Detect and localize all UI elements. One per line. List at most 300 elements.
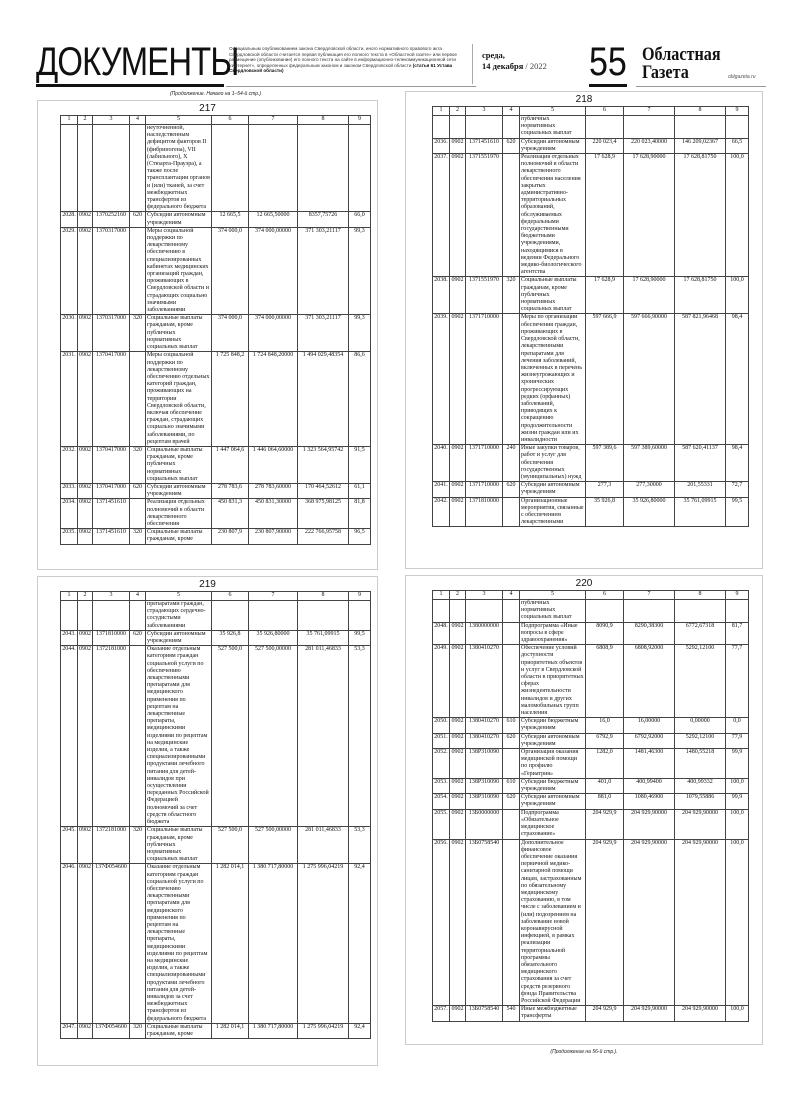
row-number: 2035. <box>61 529 78 544</box>
column-header: 2 <box>78 592 93 601</box>
target-code: 1371710000 <box>466 314 503 445</box>
section-code <box>450 600 466 623</box>
executed-amount <box>298 125 349 212</box>
description: Иные межбюджетные трансферты <box>520 1006 586 1021</box>
column-header: 4 <box>130 116 146 125</box>
expense-type: 620 <box>130 212 146 227</box>
target-code: 1370317000 <box>93 315 130 352</box>
description: Субсидии автономным учреждениям <box>146 212 212 227</box>
legal-ref: (статья 61 Устава Свердловской области) <box>229 62 453 74</box>
column-header: 7 <box>624 591 675 600</box>
executed-amount: 170 464,52612 <box>298 483 349 498</box>
execution-percent: 100,0 <box>726 154 749 277</box>
refined-amount <box>249 125 298 212</box>
table-row <box>433 116 749 139</box>
executed-amount: 204 929,90000 <box>675 839 726 1006</box>
newspaper-logo <box>642 46 721 82</box>
column-header: 5 <box>520 591 586 600</box>
expense-type <box>130 864 146 1023</box>
target-code: 138P310090 <box>466 749 503 779</box>
target-code: 138P310090 <box>466 794 503 809</box>
table-row <box>433 482 749 497</box>
refined-amount: 527 500,00000 <box>249 646 298 827</box>
expense-type: 620 <box>503 138 520 153</box>
column-header: 6 <box>212 592 249 601</box>
section-code: 0902 <box>450 809 466 839</box>
section-code: 0902 <box>450 749 466 779</box>
execution-percent: 100,0 <box>726 277 749 314</box>
execution-percent <box>726 600 749 623</box>
section-code: 0902 <box>78 827 93 864</box>
table-panel-218 <box>405 91 763 569</box>
target-code: 1370252160 <box>93 212 130 227</box>
execution-percent: 100,0 <box>726 839 749 1006</box>
execution-percent: 53,3 <box>349 827 371 864</box>
row-number: 2040. <box>433 445 450 482</box>
description: публичных нормативных социальных выплат <box>520 116 586 139</box>
refined-amount: 12 665,50000 <box>249 212 298 227</box>
executed-amount: 6772,67318 <box>675 622 726 645</box>
description: Меры социальной поддержки по лекарственному обеспечению отдельных категорий граждан, проживающих на территории Свердловской области, включая обеспечение граждан, страдающих социально значимыми заболеваниями, по рецептам врачей <box>146 352 212 447</box>
executed-amount: 35 761,09915 <box>298 630 349 645</box>
approved-amount: 6792,9 <box>586 733 624 748</box>
executed-amount: 222 766,95758 <box>298 529 349 544</box>
date: 14 декабря <box>482 61 524 71</box>
description: Социальные выплаты гражданам, кроме публичных нормативных социальных выплат <box>146 446 212 483</box>
target-code: 1371810000 <box>466 497 503 527</box>
column-header: 2 <box>450 591 466 600</box>
column-header: 6 <box>586 591 624 600</box>
target-code: 1372181000 <box>93 646 130 827</box>
section-code: 0902 <box>78 315 93 352</box>
description: Субсидии автономным учреждениям <box>520 482 586 497</box>
table-row <box>433 497 749 527</box>
execution-percent: 72,7 <box>726 482 749 497</box>
row-number: 2047. <box>61 1023 78 1038</box>
target-code: 1371810000 <box>93 630 130 645</box>
refined-amount: 450 831,30000 <box>249 499 298 529</box>
column-header: 8 <box>675 107 726 116</box>
column-header: 8 <box>298 592 349 601</box>
expense-type: 540 <box>503 1006 520 1021</box>
target-code: 1371451610 <box>93 499 130 529</box>
expense-type <box>503 809 520 839</box>
row-number: 2054. <box>433 794 450 809</box>
table-row <box>61 529 371 544</box>
column-header: 6 <box>212 116 249 125</box>
refined-amount: 6792,92000 <box>624 733 675 748</box>
row-number: 2036. <box>433 138 450 153</box>
column-header: 8 <box>298 116 349 125</box>
refined-amount: 8290,38300 <box>624 622 675 645</box>
refined-amount: 1 380 717,80000 <box>249 1023 298 1038</box>
table-title: 219 <box>199 579 216 590</box>
executed-amount: 0,00000 <box>675 718 726 733</box>
target-code: 1371710000 <box>466 482 503 497</box>
expense-type: 610 <box>503 778 520 793</box>
execution-percent: 99,5 <box>726 497 749 527</box>
table-row <box>61 315 371 352</box>
section-code: 0902 <box>450 718 466 733</box>
row-number: 2044. <box>61 646 78 827</box>
executed-amount: 201,55331 <box>675 482 726 497</box>
table-row <box>61 125 371 212</box>
table-row <box>433 794 749 809</box>
column-header: 4 <box>503 591 520 600</box>
row-number: 2050. <box>433 718 450 733</box>
approved-amount: 204 929,9 <box>586 809 624 839</box>
description: Социальные выплаты гражданам, кроме публичных нормативных социальных выплат <box>146 827 212 864</box>
row-number: 2031. <box>61 352 78 447</box>
section-code: 0902 <box>450 154 466 277</box>
approved-amount <box>586 600 624 623</box>
target-code: 1371551970 <box>466 277 503 314</box>
executed-amount: 1 323 564,95742 <box>298 446 349 483</box>
approved-amount <box>586 116 624 139</box>
executed-amount: 400,99332 <box>675 778 726 793</box>
column-header: 4 <box>503 107 520 116</box>
table-panel-217 <box>37 100 378 570</box>
table-row <box>61 212 371 227</box>
target-code <box>93 601 130 631</box>
row-number <box>433 600 450 623</box>
execution-percent: 81,7 <box>726 622 749 645</box>
target-code: 1372181000 <box>93 827 130 864</box>
refined-amount: 204 929,90000 <box>624 809 675 839</box>
column-header: 3 <box>93 592 130 601</box>
section-code: 0902 <box>450 645 466 718</box>
approved-amount: 597 389,6 <box>586 445 624 482</box>
section-code: 0902 <box>78 483 93 498</box>
description: Субсидии автономным учреждениям <box>146 483 212 498</box>
execution-percent: 53,3 <box>349 646 371 827</box>
approved-amount: 1 282 014,1 <box>212 864 249 1023</box>
site-url: oblgazeta.ru <box>728 74 756 80</box>
expense-type <box>503 497 520 527</box>
refined-amount: 277,30000 <box>624 482 675 497</box>
executed-amount: 1480,55218 <box>675 749 726 779</box>
executed-amount: 1 275 996,04219 <box>298 864 349 1023</box>
expense-type <box>503 314 520 445</box>
execution-percent: 91,5 <box>349 446 371 483</box>
row-number: 2039. <box>433 314 450 445</box>
row-number: 2046. <box>61 864 78 1023</box>
executed-amount: 5292,12100 <box>675 645 726 718</box>
issue-date <box>482 50 547 72</box>
table-row <box>61 601 371 631</box>
approved-amount: 17 628,9 <box>586 277 624 314</box>
execution-percent: 99,3 <box>349 315 371 352</box>
column-header: 1 <box>61 592 78 601</box>
table-title: 218 <box>575 94 593 105</box>
refined-amount: 35 926,80000 <box>249 630 298 645</box>
description: Социальные выплаты гражданам, кроме публичных нормативных социальных выплат <box>146 315 212 352</box>
approved-amount: 277,3 <box>586 482 624 497</box>
target-code: 13Б0758540 <box>466 839 503 1006</box>
approved-amount: 6808,9 <box>586 645 624 718</box>
row-number: 2052. <box>433 749 450 779</box>
approved-amount: 12 665,5 <box>212 212 249 227</box>
target-code: 1371451610 <box>466 138 503 153</box>
refined-amount: 1 724 848,20000 <box>249 352 298 447</box>
approved-amount: 230 807,9 <box>212 529 249 544</box>
section-code: 0902 <box>450 497 466 527</box>
section-code: 0902 <box>450 314 466 445</box>
header-row <box>61 592 371 601</box>
approved-amount: 17 628,9 <box>586 154 624 277</box>
masthead <box>36 40 766 90</box>
executed-amount: 1079,55886 <box>675 794 726 809</box>
expense-type <box>130 499 146 529</box>
target-code <box>466 116 503 139</box>
column-header: 3 <box>466 107 503 116</box>
approved-amount: 1 447 064,6 <box>212 446 249 483</box>
expense-type: 320 <box>130 827 146 864</box>
expense-type <box>503 154 520 277</box>
refined-amount: 278 783,60000 <box>249 483 298 498</box>
approved-amount: 8090,9 <box>586 622 624 645</box>
right-column <box>405 91 763 1056</box>
column-header: 7 <box>249 116 298 125</box>
target-code: 1371551970 <box>466 154 503 277</box>
section-code: 0902 <box>78 1023 93 1038</box>
table-row <box>61 827 371 864</box>
table-row <box>433 622 749 645</box>
refined-amount: 597 389,60000 <box>624 445 675 482</box>
refined-amount: 230 807,90000 <box>249 529 298 544</box>
target-code: 1370417000 <box>93 446 130 483</box>
execution-percent: 98,4 <box>726 314 749 445</box>
executed-amount <box>675 600 726 623</box>
refined-amount: 400,99400 <box>624 778 675 793</box>
weekday: среда, <box>482 50 505 60</box>
approved-amount: 1 725 848,2 <box>212 352 249 447</box>
title-underline <box>36 84 224 87</box>
approved-amount: 527 500,0 <box>212 827 249 864</box>
row-number: 2048. <box>433 622 450 645</box>
target-code: 137Ф054600 <box>93 1023 130 1038</box>
execution-percent: 92,4 <box>349 864 371 1023</box>
column-header: 7 <box>249 592 298 601</box>
column-header: 4 <box>130 592 146 601</box>
approved-amount: 374 000,0 <box>212 227 249 314</box>
executed-amount: 371 303,21117 <box>298 227 349 314</box>
column-header: 9 <box>726 107 749 116</box>
executed-amount: 281 011,46833 <box>298 827 349 864</box>
divider <box>226 86 476 87</box>
execution-percent: 77,9 <box>726 733 749 748</box>
approved-amount: 527 500,0 <box>212 646 249 827</box>
description: Субсидии автономным учреждениям <box>520 138 586 153</box>
executed-amount <box>298 601 349 631</box>
executed-amount: 5292,12100 <box>675 733 726 748</box>
description: Обеспечение условий доступности приоритетных объектов и услуг в Свердловской области в приоритетных сферах жизнедеятельности инвалидов и других маломобильных групп населения <box>521 645 584 717</box>
column-header: 5 <box>146 116 212 125</box>
expense-type: 320 <box>503 277 520 314</box>
description: Социальные выплаты гражданам, кроме <box>146 1023 212 1038</box>
row-number: 2057. <box>433 1006 450 1021</box>
section-code <box>78 601 93 631</box>
refined-amount: 527 500,00000 <box>249 827 298 864</box>
column-header: 1 <box>61 116 78 125</box>
execution-percent: 81,8 <box>349 499 371 529</box>
description: Оказание отдельным категориям граждан социальной услуги по обеспечению лекарственными препаратами для медицинского применения по рецептам на лекарственные препараты, медицинскими изделиями по рецептам на медицинские изделия, а также специализированными продуктами лечебного питания для детей-инвалидов за счет межбюджетных трансфертов из федерального бюджета <box>146 864 212 1023</box>
expense-type: 610 <box>503 718 520 733</box>
column-header: 7 <box>624 107 675 116</box>
refined-amount: 374 000,00000 <box>249 315 298 352</box>
expense-type <box>503 839 520 1006</box>
refined-amount: 1481,46300 <box>624 749 675 779</box>
refined-amount: 35 926,80000 <box>624 497 675 527</box>
approved-amount: 881,0 <box>586 794 624 809</box>
legal-note-text: Официальным опубликованием закона Свердловской области, иного нормативного правового акта Свердловской области считается первая публикация его полного текста в «Областной газете» или первое размещение (опубликование) его полного текста на сайте в информационно-телекоммуникационной сети «Интернет», определенных федеральным законом и законом Свердловской области <box>229 46 457 68</box>
row-number: 2055. <box>433 809 450 839</box>
approved-amount: 204 929,9 <box>586 1006 624 1021</box>
approved-amount: 35 926,8 <box>212 630 249 645</box>
expense-type: 320 <box>130 529 146 544</box>
description: Меры социальной поддержки по лекарственному обеспечению в специализированных кабинетах медицинских организаций граждан, проживающих в Свердловской области и страдающих социально значимыми заболеваниями <box>146 227 212 314</box>
year: / 2022 <box>525 61 547 71</box>
executed-amount: 281 011,46833 <box>298 646 349 827</box>
table-row <box>61 630 371 645</box>
execution-percent <box>349 125 371 212</box>
row-number: 2030. <box>61 315 78 352</box>
description: препаратами граждан, страдающих сердечно-сосудистыми заболеваниями <box>146 601 212 631</box>
expense-type: 620 <box>130 483 146 498</box>
target-code: 13Б0758540 <box>466 1006 503 1021</box>
section-code: 0902 <box>450 794 466 809</box>
expense-type: 320 <box>130 446 146 483</box>
description: публичных нормативных социальных выплат <box>520 600 586 623</box>
approved-amount: 35 926,8 <box>586 497 624 527</box>
row-number: 2028. <box>61 212 78 227</box>
expense-type: 240 <box>503 445 520 482</box>
table-row <box>61 227 371 314</box>
expense-type <box>130 352 146 447</box>
expense-type <box>503 749 520 779</box>
approved-amount: 374 000,0 <box>212 315 249 352</box>
expense-type: 620 <box>503 733 520 748</box>
executed-amount: 587 620,41137 <box>675 445 726 482</box>
continued-from-note: (Продолжение. Начало на 1–54-й стр.) <box>170 91 262 97</box>
description: Подпрограмма «Иные вопросы в сфере здравоохранения» <box>520 622 586 645</box>
left-column <box>37 100 378 1066</box>
target-code: 1370417000 <box>93 483 130 498</box>
section-code: 0902 <box>78 499 93 529</box>
row-number: 2037. <box>433 154 450 277</box>
approved-amount <box>212 601 249 631</box>
row-number: 2032. <box>61 446 78 483</box>
table-row <box>433 718 749 733</box>
target-code: 1371451610 <box>93 529 130 544</box>
section-code: 0902 <box>78 352 93 447</box>
budget-table <box>60 115 371 545</box>
execution-percent: 99,3 <box>349 227 371 314</box>
expense-type <box>130 227 146 314</box>
row-number <box>61 601 78 631</box>
table-row <box>433 277 749 314</box>
table-row <box>433 600 749 623</box>
execution-percent: 98,4 <box>726 445 749 482</box>
table-row <box>433 839 749 1006</box>
description: Субсидии автономным учреждениям <box>520 794 586 809</box>
approved-amount: 597 666,9 <box>586 314 624 445</box>
expense-type <box>130 601 146 631</box>
section-code <box>78 125 93 212</box>
table-row <box>433 809 749 839</box>
header-row <box>433 591 749 600</box>
expense-type <box>503 600 520 623</box>
row-number: 2029. <box>61 227 78 314</box>
approved-amount <box>212 125 249 212</box>
execution-percent: 99,5 <box>349 630 371 645</box>
refined-amount: 6808,92000 <box>624 645 675 718</box>
table-row <box>433 749 749 779</box>
row-number: 2043. <box>61 630 78 645</box>
executed-amount: 1 275 996,04219 <box>298 1023 349 1038</box>
table-row <box>433 733 749 748</box>
section-code: 0902 <box>450 733 466 748</box>
header-row <box>61 116 371 125</box>
approved-amount: 450 831,3 <box>212 499 249 529</box>
description: Подпрограмма «Обязательное медицинское страхование» <box>520 809 586 839</box>
section-code: 0902 <box>78 646 93 827</box>
target-code <box>466 600 503 623</box>
execution-percent: 100,0 <box>726 1006 749 1021</box>
executed-amount: 204 929,90000 <box>675 1006 726 1021</box>
column-header: 6 <box>586 107 624 116</box>
executed-amount: 368 975,98125 <box>298 499 349 529</box>
target-code: 1380000000 <box>466 622 503 645</box>
target-code: 1371710000 <box>466 445 503 482</box>
table-row <box>433 154 749 277</box>
description: Субсидии бюджетным учреждениям <box>520 718 586 733</box>
budget-table <box>432 106 749 527</box>
expense-type <box>503 622 520 645</box>
header-row <box>433 107 749 116</box>
expense-type: 320 <box>130 315 146 352</box>
target-code: 1370317000 <box>93 227 130 314</box>
column-header: 5 <box>146 592 212 601</box>
budget-table <box>432 590 749 1022</box>
target-code: 1380410270 <box>466 733 503 748</box>
column-header: 8 <box>675 591 726 600</box>
table-panel-219 <box>37 576 378 1066</box>
execution-percent: 66,0 <box>349 212 371 227</box>
section-code: 0902 <box>450 1006 466 1021</box>
description: Организационные мероприятия, связанные с обеспечением лекарственными <box>521 497 584 526</box>
approved-amount: 278 783,6 <box>212 483 249 498</box>
executed-amount: 146 209,02367 <box>675 138 726 153</box>
execution-percent: 86,6 <box>349 352 371 447</box>
section-title: ДОКУМЕНТЫ <box>36 40 239 84</box>
target-code: 1370417000 <box>93 352 130 447</box>
execution-percent: 99,9 <box>726 749 749 779</box>
row-number: 2038. <box>433 277 450 314</box>
column-header: 2 <box>78 116 93 125</box>
description: Социальные выплаты гражданам, кроме публичных нормативных социальных выплат <box>520 277 586 314</box>
page-number: 55 <box>589 40 627 84</box>
table-row <box>61 864 371 1023</box>
section-code: 0902 <box>450 622 466 645</box>
refined-amount: 1 380 717,80000 <box>249 864 298 1023</box>
column-header: 1 <box>433 591 450 600</box>
description: Социальные выплаты гражданам, кроме <box>146 529 212 544</box>
approved-amount: 401,0 <box>586 778 624 793</box>
execution-percent: 100,0 <box>726 809 749 839</box>
expense-type <box>503 645 520 718</box>
executed-amount: 17 628,81750 <box>675 154 726 277</box>
